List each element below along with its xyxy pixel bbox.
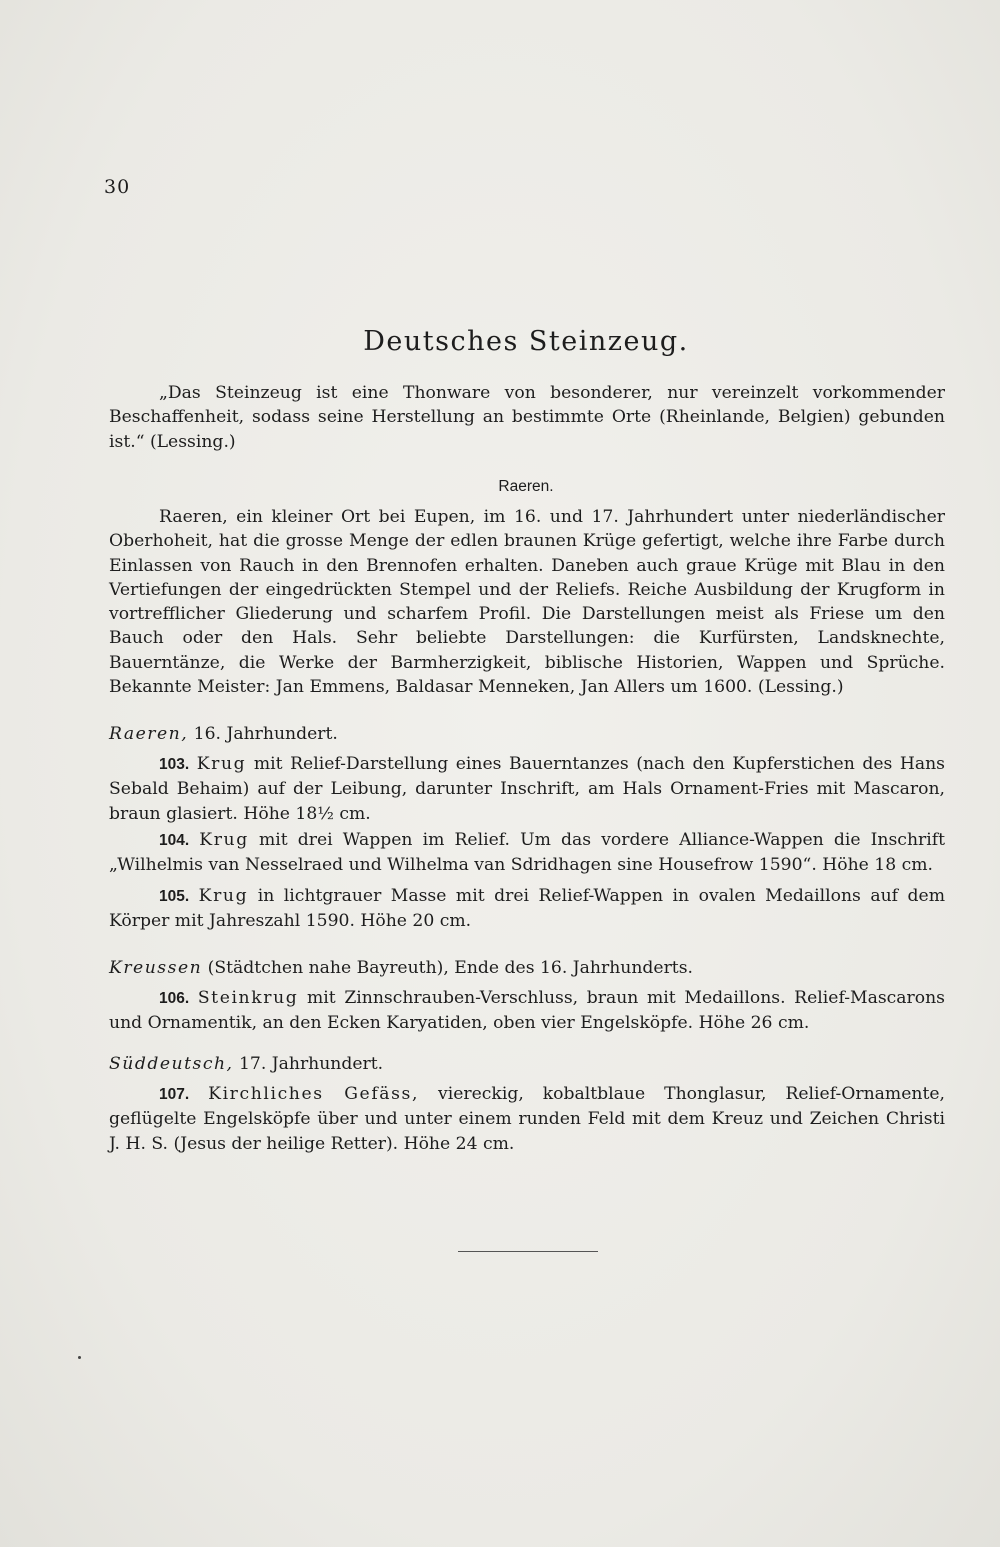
entry-number: 105.: [159, 888, 190, 905]
entry-number: 104.: [159, 832, 190, 849]
catalog-entry: [109, 986, 945, 1036]
catalog-entry: [109, 828, 945, 878]
catalog-entry: [109, 752, 945, 826]
page-title: Deutsches Steinzeug.: [363, 326, 689, 357]
group-heading: [109, 956, 945, 980]
catalog-entry: [109, 884, 945, 934]
closing-rule: [458, 1251, 598, 1252]
entry-text: mit Relief-Darstellung eines Bauerntanzes (nach den Kupferstichen des Hans Sebald Behaim) auf der Leibung, darunter Inschrift, am Hals Ornament-Fries mit Mascaron, braun glasiert. Höhe 18½ cm.: [109, 754, 946, 824]
page-number: 30: [104, 176, 131, 198]
entry-keyword: Krug: [199, 830, 249, 850]
entry-number: 103.: [159, 756, 190, 773]
entry-keyword: Kirchliches Gefäss,: [208, 1084, 420, 1104]
section-text: Raeren, ein kleiner Ort bei Eupen, im 16. und 17. Jahrhundert unter niederländischer Oberhoheit, hat die grosse Menge der edlen braunen Krüge gefertigt, welche ihre Farbe durch Einlassen von Rauch in den Brennofen erhalten. Daneben auch graue Krüge mit Blau in den Vertiefungen der eingedrückten Stempel und der Reliefs. Reiche Ausbildung der Krugform in vortrefflicher Gliederung und scharfem Profil. Die Darstellungen meist als Friese um den Bauch oder den Hals. Sehr beliebte Darstellungen: die Kurfürsten, Landsknechte, Bauerntänze, die Werke der Barmherzigkeit, biblische Historien, Wappen und Sprüche. Bekannte Meister: Jan Emmens, Baldasar Menneken, Jan Allers um 1600. (Lessing.): [109, 507, 945, 698]
place-name: Raeren,: [109, 724, 189, 744]
place-name: Süddeutsch,: [109, 1054, 234, 1074]
group-heading: [109, 722, 945, 746]
entry-keyword: Steinkrug: [197, 988, 299, 1008]
entry-number: 107.: [159, 1086, 190, 1103]
entry-number: 106.: [159, 990, 190, 1007]
catalog-entry: [109, 1082, 945, 1156]
entry-text: in lichtgrauer Masse mit drei Relief-Wappen in ovalen Medaillons auf dem Körper mit Jahreszahl 1590. Höhe 20 cm.: [109, 886, 946, 932]
paper-speck: [78, 1356, 81, 1359]
section-heading: Raeren.: [498, 478, 554, 495]
intro-quote: „Das Steinzeug ist eine Thonware von besonderer, nur vereinzelt vorkommender Beschaffenheit, sodass seine Herstellung an bestimmte Orte (Rheinlande, Belgien) gebunden ist.“ (Lessing.): [109, 383, 945, 452]
entry-keyword: Krug: [198, 886, 249, 906]
place-period: 16. Jahrhundert.: [193, 724, 338, 744]
place-name: Kreussen: [109, 958, 203, 978]
entry-text: mit Zinnschrauben-Verschluss, braun mit Medaillons. Relief-Mascarons und Ornamentik, an den Ecken Karyatiden, oben vier Engelsköpfe. Höhe 26 cm.: [109, 988, 946, 1034]
place-period: 17. Jahrhundert.: [238, 1054, 384, 1074]
entry-keyword: Krug: [196, 754, 247, 774]
place-period: (Städtchen nahe Bayreuth), Ende des 16. Jahrhunderts.: [207, 958, 693, 978]
group-heading: [109, 1052, 945, 1076]
entry-text: viereckig, kobaltblaue Thonglasur, Relief-Ornamente, geflügelte Engelsköpfe über und unter einem runden Feld mit dem Kreuz und Zeichen Christi J. H. S. (Jesus der heilige Retter). Höhe 24 cm.: [109, 1084, 945, 1154]
entry-text: mit drei Wappen im Relief. Um das vordere Alliance-Wappen die Inschrift „Wilhelmis van Nesselraed und Wilhelma van Sdridhagen sine Housefrow 1590“. Höhe 18 cm.: [109, 830, 945, 876]
